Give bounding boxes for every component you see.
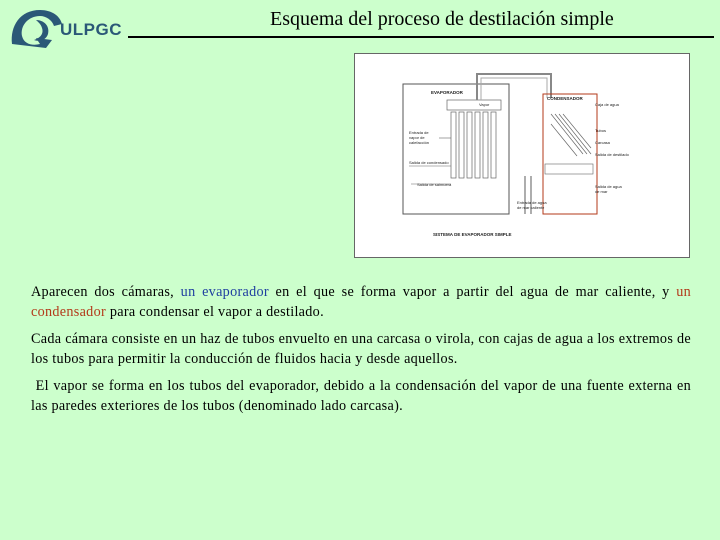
label-tubos: Tubos — [595, 128, 606, 133]
label-entrada-vapor-1: Entrada de — [409, 130, 429, 135]
evaporator-top-box — [447, 100, 501, 110]
page-title: Esquema del proceso de destilación simple — [270, 8, 614, 30]
label-salida-destilado: Salida de destilado — [595, 152, 629, 157]
label-salida-condensado: Salida de condensado — [409, 160, 449, 165]
logo-text: ULPGC — [60, 20, 122, 39]
diagram-caption: SISTEMA DE EVAPORADOR SIMPLE — [433, 232, 512, 237]
label-salida-salmuera: Salida de salmuera — [417, 182, 452, 187]
distillation-diagram — [354, 53, 690, 258]
label-entrada-agua-1: Entrada de agua — [517, 200, 547, 205]
label-entrada-agua-2: de mar caliente — [517, 205, 545, 210]
label-caja-agua: Caja de agua — [595, 102, 619, 107]
label-entrada-vapor-3: calefacción — [409, 140, 430, 145]
label-condensador: CONDENSADOR — [547, 96, 583, 101]
intro-text-b: en el que se forma vapor a partir del agua de mar caliente, y — [268, 284, 677, 300]
paragraph-intro — [31, 282, 691, 322]
intro-text-c: para condensar el vapor a destilado. — [106, 304, 324, 320]
condensador-highlight: un condensador — [31, 284, 692, 320]
paragraph-chambers: Cada cámara consiste en un haz de tubos envuelto en una carcasa o virola, con cajas de agua a los extremos de los tubos para permitir la conducción de fluidos hacia y desde aquellos. — [31, 331, 691, 367]
condenser-tubes — [551, 114, 591, 156]
condenser-shell — [543, 94, 597, 214]
label-salida-agua-2: de mar — [595, 189, 608, 194]
label-carcasa: Carcasa — [595, 140, 610, 145]
diagram-svg — [355, 54, 689, 257]
paragraph-vapor: El vapor se forma en los tubos del evaporador, debido a la condensación del vapor de una fuente externa en las paredes exteriores de los tubos (denominado lado carcasa). — [31, 378, 695, 414]
title-divider — [128, 36, 714, 38]
label-entrada-vapor-2: vapor de — [409, 135, 425, 140]
intro-text-a: Aparecen dos cámaras, — [31, 284, 181, 300]
label-vapor: Vapor — [479, 102, 490, 107]
label-evaporador: EVAPORADOR — [431, 90, 463, 95]
label-salida-agua-1: Salida de agua — [595, 184, 622, 189]
evaporador-highlight: un evaporador — [180, 284, 269, 300]
evaporator-tubes — [451, 112, 496, 178]
